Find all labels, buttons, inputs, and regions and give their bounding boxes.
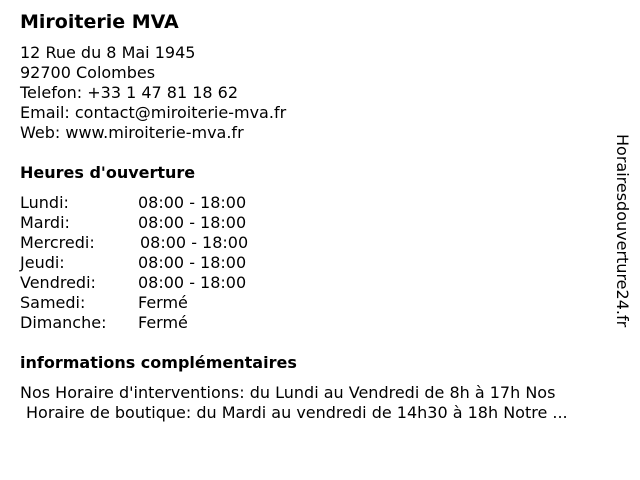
- day-label: Dimanche:: [20, 313, 107, 332]
- day-hours: 08:00 - 18:00: [138, 213, 247, 232]
- hours-row-thursday: [20, 253, 280, 273]
- phone-number: Telefon: +33 1 47 81 18 62: [20, 83, 239, 102]
- additional-info-heading: informations complémentaires: [20, 353, 297, 372]
- hours-row-tuesday: [20, 213, 280, 233]
- day-label: Samedi:: [20, 293, 86, 312]
- watermark-label: [612, 134, 632, 344]
- email-address: Email: contact@miroiterie-mva.fr: [20, 103, 287, 122]
- business-name: Miroiterie MVA: [20, 11, 179, 33]
- day-hours: 08:00 - 18:00: [140, 233, 249, 252]
- additional-info-text: [20, 383, 568, 423]
- day-label: Mercredi:: [20, 233, 95, 252]
- day-hours: 08:00 - 18:00: [138, 253, 247, 272]
- day-hours: Fermé: [138, 293, 188, 312]
- day-label: Mardi:: [20, 213, 70, 232]
- address-street: 12 Rue du 8 Mai 1945: [20, 43, 196, 62]
- hours-row-friday: [20, 273, 280, 293]
- info-line: Horaire de boutique: du Mardi au vendredi de 14h30 à 18h Notre ...: [26, 403, 568, 422]
- opening-hours-heading: Heures d'ouverture: [20, 163, 196, 182]
- website: Web: www.miroiterie-mva.fr: [20, 123, 244, 142]
- day-label: Vendredi:: [20, 273, 96, 292]
- day-label: Jeudi:: [20, 253, 65, 272]
- hours-row-sunday: [20, 313, 280, 333]
- address-city: 92700 Colombes: [20, 63, 156, 82]
- hours-row-saturday: [20, 293, 280, 313]
- day-label: Lundi:: [20, 193, 69, 212]
- hours-row-wednesday: [20, 233, 280, 253]
- info-line: Nos Horaire d'interventions: du Lundi au Vendredi de 8h à 17h Nos: [20, 383, 556, 402]
- day-hours: Fermé: [138, 313, 188, 332]
- day-hours: 08:00 - 18:00: [138, 193, 247, 212]
- watermark-text: Horairesdouverture24.fr: [613, 134, 632, 328]
- hours-row-monday: [20, 193, 280, 213]
- contact-details: [20, 43, 286, 143]
- opening-hours-table: [20, 193, 280, 333]
- day-hours: 08:00 - 18:00: [138, 273, 247, 292]
